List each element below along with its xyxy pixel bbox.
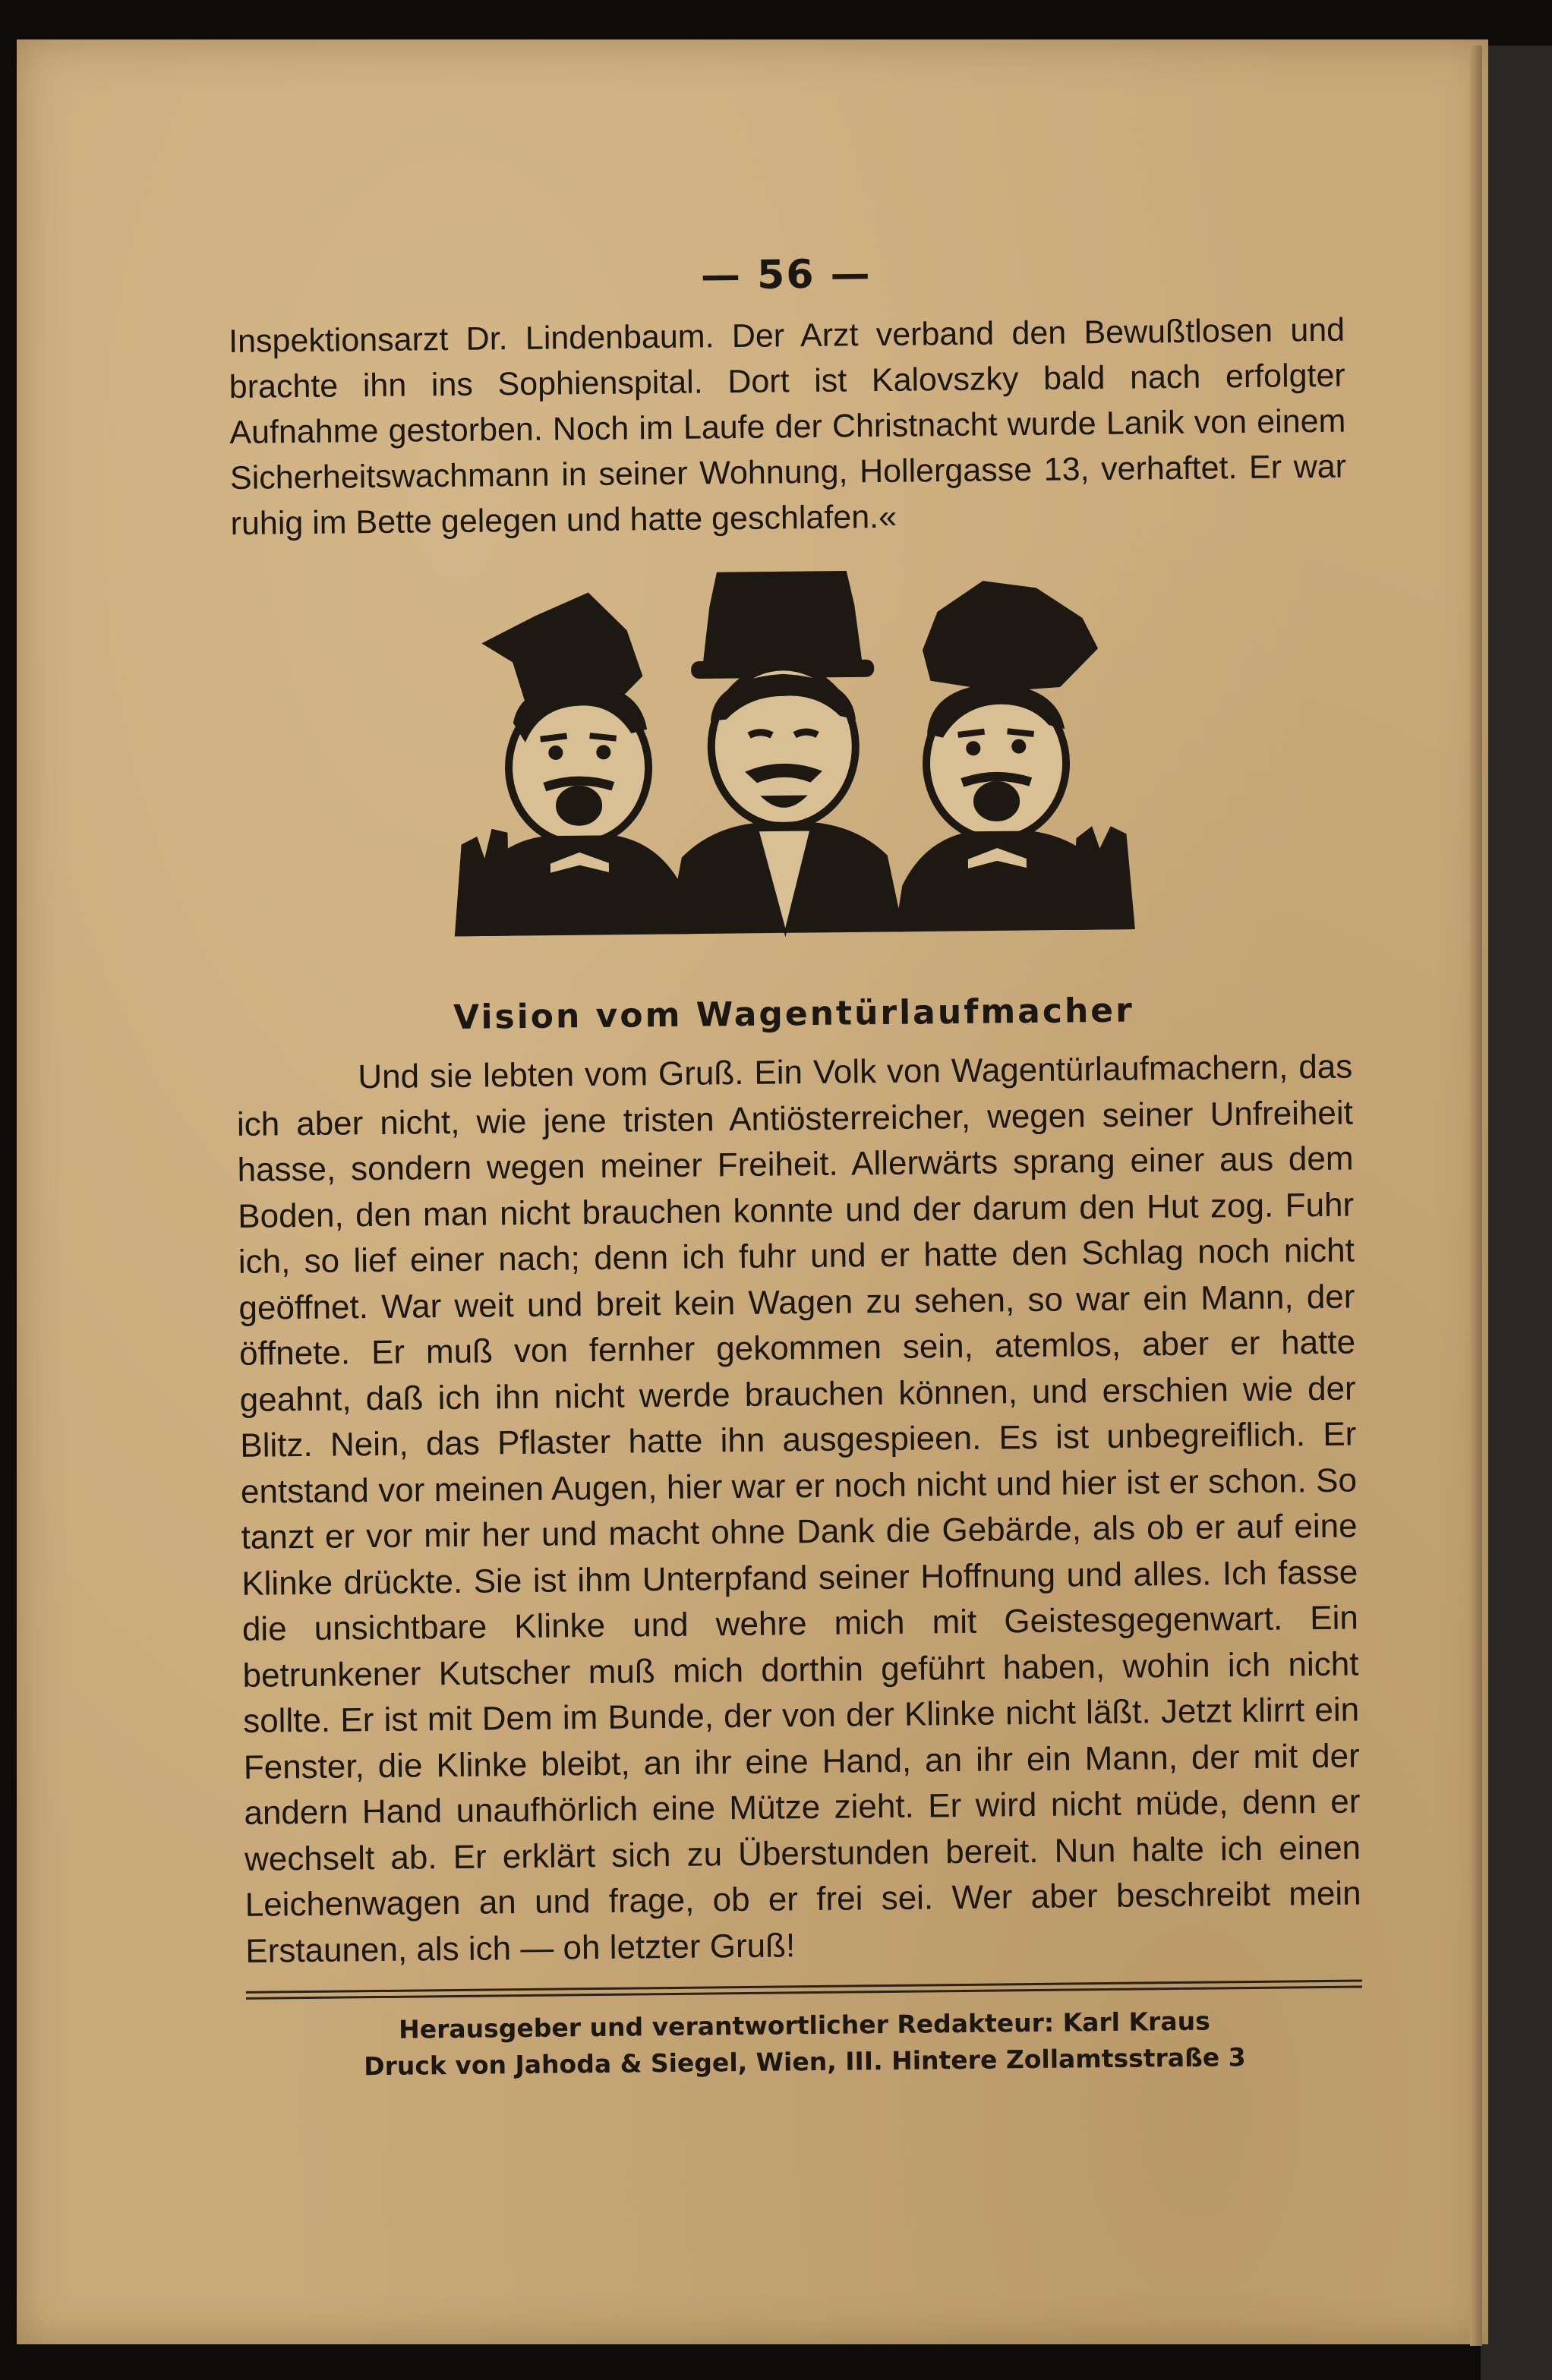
double-rule-divider (246, 1979, 1362, 1999)
imprint (246, 2001, 1363, 2085)
imprint-printer-line: Druck von Jahoda & Siegel, Wien, III. Hintere Zollamtsstraße 3 (363, 2042, 1246, 2082)
continuation-paragraph: Inspektionsarzt Dr. Lindenbaum. Der Arzt verband den Bewußtlosen und brachte ihn ins Sophienspital. Dort ist Kalovszky bald nach erfolgter Aufnahme gestorben. Noch im Laufe der Christnacht wurde Lanik von einem Sicherheitswachmann in seiner Wohnung, Hollergasse 13, verhaftet. Er war ruhig im Bette gelegen und hatte geschlafen.« (228, 311, 1347, 542)
page-number: — 56 — (700, 251, 872, 299)
page-content (228, 247, 1363, 2086)
hand-left (454, 829, 509, 936)
article-paragraph: Und sie lebten vom Gruß. Ein Volk von Wagentürlaufmachern, das ich aber nicht, wie jene tristen Antiösterreicher, wegen seiner Unfreiheit hasse, sondern wegen meiner Freiheit. Allerwärts sprang einer aus dem Boden, den man nicht brauchen konnte und der darum den Hut zog. Fuhr ich, so lief einer nach; denn ich fuhr und er hatte den Schlag noch nicht geöffnet. War weit und breit kein Wagen zu sehen, so war ein Mann, der öffnete. Er muß von fernher gekommen sein, atemlos, aber er hatte geahnt, daß ich ihn nicht werde brauchen können, und erschien wie der Blitz. Nein, das Pflaster hatte ihn ausgespieen. Es ist unbegreiflich. Er entstand vor meinen Augen, hier war er noch nicht und hier ist er schon. So tanzt er vor mir her und macht ohne Dank die Gebärde, als ob er auf eine Klinke drückte. Sie ist ihm Unterpfand seiner Hoffnung und alles. Ich fasse die unsichtbare Klinke und wehre mich mit Geistesgegenwart. Ein betrunkener Kutscher muß mich dorthin geführt haben, wohin ich nicht sollte. Er ist mit Dem im Bunde, der von der Klinke nicht läßt. Jetzt klirrt ein Fenster, die Klinke bleibt, an ihr eine Hand, an ihr ein Mann, der mit der andern Hand unaufhörlich eine Mütze zieht. Er wird nicht müde, denn er wechselt ab. Er erklärt sich zu Überstunden bereit. Nun halte ich einen Leichenwagen an und frage, ob er frei sei. Wer aber beschreibt mein Erstaunen, als ich — oh letzter Gruß! (236, 1048, 1361, 1970)
article-body (236, 1045, 1362, 1975)
top-hat-middle (702, 571, 862, 667)
three-laughing-men-illustration (436, 564, 1146, 944)
hand-right (1069, 827, 1134, 930)
article-title: Vision vom Wagentürlaufmacher (453, 991, 1135, 1037)
imprint-publisher-line: Herausgeber und verantwortlicher Redakteur: Karl Kraus (398, 2006, 1210, 2044)
scan-background-right (1481, 46, 1552, 2380)
page-edge (1470, 46, 1482, 2346)
top-hat-right (923, 580, 1099, 692)
